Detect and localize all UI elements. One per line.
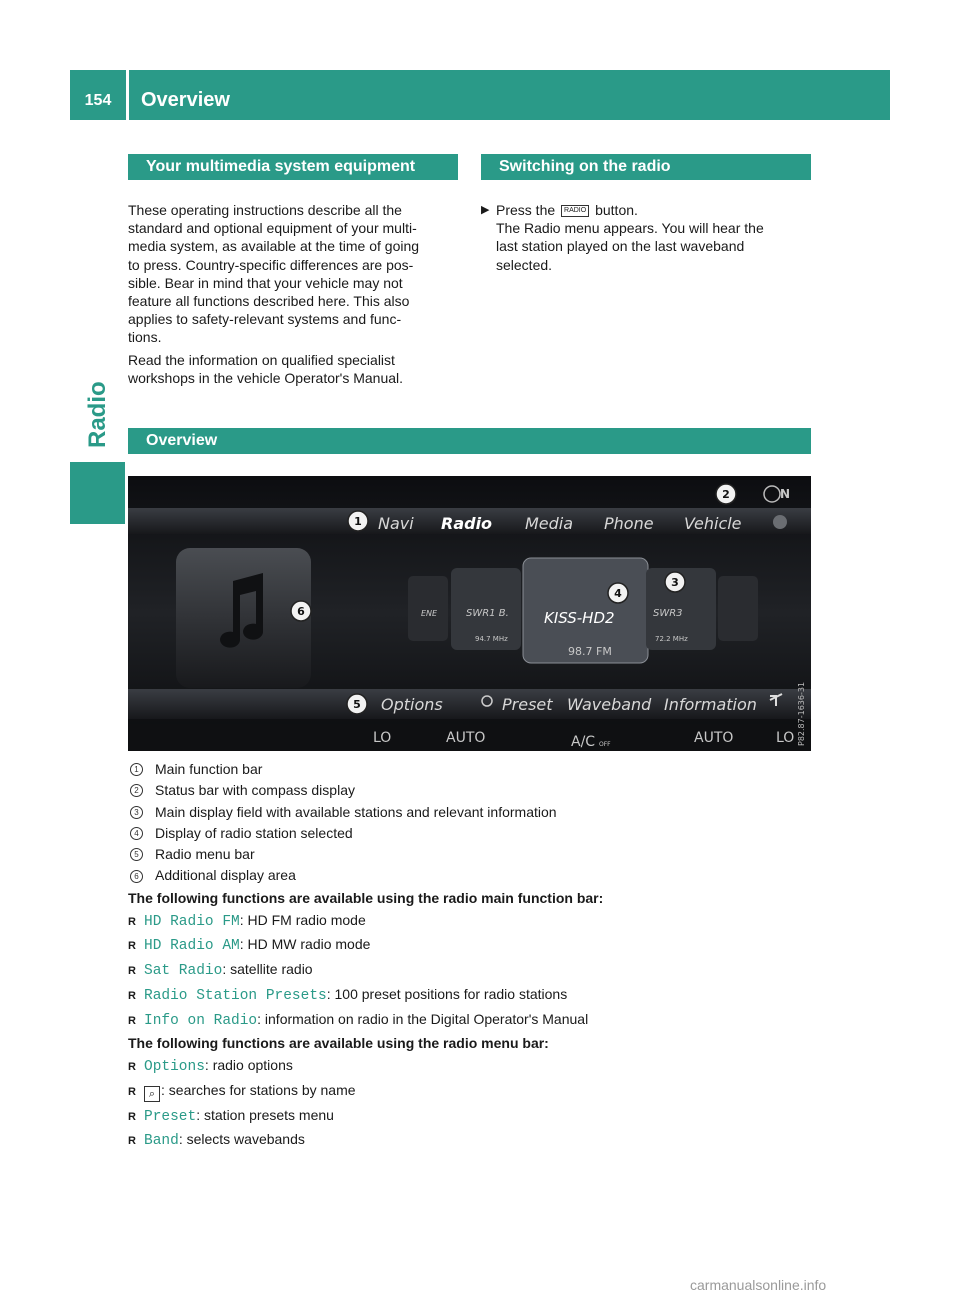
watermark: carmanualsonline.info bbox=[690, 1277, 827, 1293]
legend-text: Additional display area bbox=[155, 867, 296, 884]
bullet-icon: R bbox=[128, 1135, 136, 1148]
menu-bar-intro: The following functions are available using the radio menu bar: bbox=[128, 1035, 549, 1052]
legend-text: Main display field with available stations and relevant information bbox=[155, 803, 557, 820]
equipment-p2-line: workshops in the vehicle Operator's Manual. bbox=[128, 369, 404, 386]
screen-menu-information: Information bbox=[664, 695, 757, 714]
legend-text: Display of radio station selected bbox=[155, 824, 353, 841]
function-term: Radio Station Presets bbox=[144, 987, 327, 1004]
function-term: Band bbox=[144, 1133, 179, 1150]
radio-key-icon: RADIO bbox=[561, 205, 589, 217]
list-item bbox=[128, 1104, 603, 1129]
callout-5: 5 bbox=[353, 698, 361, 711]
function-description: : radio options bbox=[204, 1057, 293, 1074]
legend-number-icon: 5 bbox=[130, 848, 143, 861]
list-item bbox=[128, 1008, 603, 1033]
legend-item bbox=[128, 780, 603, 801]
switching-text bbox=[481, 201, 811, 274]
equipment-text bbox=[128, 201, 463, 391]
screen-menu-radio: Radio bbox=[441, 514, 493, 533]
legend-text: Radio menu bar bbox=[155, 846, 255, 863]
equipment-p1-line: tions. bbox=[128, 329, 162, 346]
climate-ac: A/C bbox=[571, 734, 596, 750]
radio-display-image bbox=[128, 476, 811, 751]
bullet-icon: R bbox=[128, 989, 136, 1002]
switching-result-line: selected. bbox=[496, 256, 553, 273]
callout-legend bbox=[128, 759, 603, 887]
callout-4: 4 bbox=[614, 587, 622, 600]
equipment-paragraph-2 bbox=[128, 351, 463, 387]
list-item bbox=[128, 958, 603, 983]
callout-3: 3 bbox=[671, 576, 679, 589]
screen-menu-media: Media bbox=[525, 514, 574, 533]
legend-text: Main function bar bbox=[155, 761, 263, 777]
legend-item bbox=[128, 802, 603, 823]
legend-number-icon: 4 bbox=[130, 827, 143, 840]
function-term: HD Radio AM bbox=[144, 938, 240, 955]
legend-number-icon: 6 bbox=[130, 870, 143, 883]
bullet-icon: R bbox=[128, 915, 136, 928]
equipment-p1-line: to press. Country-specific differences are pos- bbox=[128, 256, 414, 273]
bullet-icon: R bbox=[128, 1086, 136, 1098]
step-result bbox=[496, 219, 764, 274]
station-name: KISS-HD2 bbox=[544, 609, 615, 627]
station-ene: ENE bbox=[421, 609, 438, 618]
bullet-icon: R bbox=[128, 940, 136, 953]
callout-1: 1 bbox=[354, 515, 362, 528]
equipment-p1-line: feature all functions described here. This also bbox=[128, 293, 410, 310]
screen-menu-vehicle: Vehicle bbox=[684, 514, 742, 533]
header-divider bbox=[126, 70, 129, 120]
chapter-label: Radio bbox=[84, 381, 111, 448]
legend-item bbox=[128, 865, 603, 886]
content-body bbox=[128, 759, 603, 1153]
function-description: : HD MW radio mode bbox=[239, 936, 371, 953]
list-item bbox=[128, 1079, 603, 1104]
search-icon: ⌕ bbox=[144, 1086, 160, 1102]
list-item bbox=[128, 1054, 603, 1079]
bullet-icon: R bbox=[128, 1061, 136, 1074]
station-swr1-freq: 94.7 MHz bbox=[475, 635, 508, 643]
step-arrow-icon: ▶ bbox=[481, 204, 490, 216]
legend-number-icon: 3 bbox=[130, 806, 143, 819]
section-heading-overview: Overview bbox=[128, 428, 811, 454]
function-description: : 100 preset positions for radio stations bbox=[326, 985, 568, 1002]
menu-bar-list bbox=[128, 1054, 603, 1153]
equipment-p1-line: sible. Bear in mind that your vehicle may not bbox=[128, 274, 403, 291]
list-item bbox=[128, 1128, 603, 1153]
status-dot-icon bbox=[773, 515, 787, 529]
list-item bbox=[128, 909, 603, 934]
function-description: : searches for stations by name bbox=[161, 1082, 356, 1098]
equipment-paragraph-1 bbox=[128, 201, 463, 347]
legend-number-icon: 1 bbox=[130, 763, 143, 776]
climate-right-auto: AUTO bbox=[694, 730, 734, 746]
equipment-p2-line: Read the information on qualified specialist bbox=[128, 351, 395, 368]
function-term: Info on Radio bbox=[144, 1012, 258, 1029]
function-description: : selects wavebands bbox=[178, 1131, 305, 1148]
section-heading-switching: Switching on the radio bbox=[481, 154, 811, 180]
legend-item bbox=[128, 759, 603, 780]
screen-menu-waveband: Waveband bbox=[567, 695, 652, 714]
function-description: : satellite radio bbox=[222, 961, 313, 978]
station-swr3-freq: 72.2 MHz bbox=[655, 635, 688, 643]
chapter-tab bbox=[70, 462, 125, 524]
climate-right-temp: LO bbox=[776, 730, 795, 746]
equipment-p1-line: These operating instructions describe all the bbox=[128, 202, 402, 218]
list-item bbox=[128, 983, 603, 1008]
function-description: : information on radio in the Digital Operator's Manual bbox=[257, 1010, 589, 1027]
step-text-after: button. bbox=[595, 202, 638, 218]
screen-menu-options: Options bbox=[381, 695, 443, 714]
function-description: : HD FM radio mode bbox=[239, 911, 366, 928]
screen-menu-navi: Navi bbox=[378, 514, 414, 533]
climate-left-auto: AUTO bbox=[446, 730, 486, 746]
switching-result-line: last station played on the last waveband bbox=[496, 238, 745, 255]
screen-menu-phone: Phone bbox=[604, 514, 654, 533]
bullet-icon: R bbox=[128, 965, 136, 978]
legend-number-icon: 2 bbox=[130, 784, 143, 797]
function-term: HD Radio FM bbox=[144, 913, 240, 930]
image-code: P82.87-1636-31 bbox=[797, 681, 806, 746]
main-bar-intro: The following functions are available using the radio main function bar: bbox=[128, 889, 604, 906]
main-bar-list bbox=[128, 909, 603, 1033]
station-frequency: 98.7 FM bbox=[568, 645, 612, 658]
screen-menu-preset: Preset bbox=[502, 695, 553, 714]
page-title: Overview bbox=[141, 89, 230, 111]
station-swr1: SWR1 B. bbox=[466, 608, 509, 619]
callout-2: 2 bbox=[722, 488, 730, 501]
legend-item bbox=[128, 844, 603, 865]
legend-item bbox=[128, 823, 603, 844]
step-text-before: Press the bbox=[496, 202, 556, 218]
equipment-p1-line: applies to safety-relevant systems and func- bbox=[128, 311, 402, 328]
switching-result-line: The Radio menu appears. You will hear the bbox=[496, 220, 764, 237]
music-tile bbox=[176, 548, 311, 688]
callout-6: 6 bbox=[297, 605, 305, 618]
function-term: Sat Radio bbox=[144, 963, 223, 980]
compass-direction: N bbox=[780, 487, 791, 501]
climate-ac-sub: OFF bbox=[599, 741, 611, 748]
bullet-icon: R bbox=[128, 1110, 136, 1123]
function-term: Preset bbox=[144, 1108, 197, 1125]
equipment-p1-line: media system, as available at the time of going bbox=[128, 238, 420, 255]
function-term: Options bbox=[144, 1059, 205, 1076]
station-swr3: SWR3 bbox=[653, 608, 683, 619]
bullet-icon: R bbox=[128, 1014, 136, 1027]
list-item bbox=[128, 933, 603, 958]
legend-text: Status bar with compass display bbox=[155, 782, 355, 799]
function-description: : station presets menu bbox=[196, 1106, 334, 1123]
climate-left-temp: LO bbox=[373, 730, 392, 746]
page-number: 154 bbox=[84, 92, 112, 109]
section-heading-equipment: Your multimedia system equipment bbox=[128, 154, 458, 180]
equipment-p1-line: standard and optional equipment of your multi- bbox=[128, 220, 417, 237]
